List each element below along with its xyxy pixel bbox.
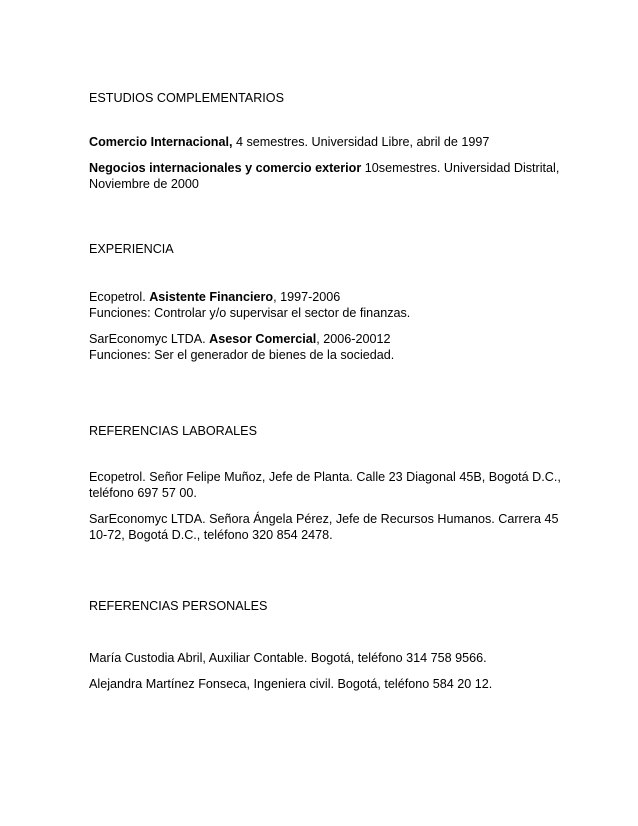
referencia-laboral-item: Ecopetrol. Señor Felipe Muñoz, Jefe de Planta. Calle 23 Diagonal 45B, Bogotá D.C., teléfono 697 57 00.: [89, 470, 561, 500]
estudio-item: [89, 160, 569, 192]
estudio-item: [89, 134, 569, 150]
experiencia-period: , 2006-20012: [316, 332, 391, 346]
experiencia-role: Asesor Comercial: [209, 332, 317, 346]
estudio-title: Comercio Internacional,: [89, 135, 233, 149]
estudio-detail: 4 semestres. Universidad Libre, abril de 1997: [232, 135, 490, 149]
estudio-detail: 10semestres. Universidad Distrital, Noviembre de 2000: [89, 161, 560, 191]
experiencia-role: Asistente Financiero: [149, 290, 274, 304]
experiencia-item: [89, 331, 569, 363]
experiencia-company: Ecopetrol.: [89, 290, 150, 304]
experiencia-line: [89, 331, 569, 347]
section-heading-estudios: ESTUDIOS COMPLEMENTARIOS: [89, 91, 284, 105]
experiencia-item: [89, 289, 569, 321]
estudio-title: Negocios internacionales y comercio exterior: [89, 161, 362, 175]
section-heading-referencias-personales: REFERENCIAS PERSONALES: [89, 599, 268, 613]
section-heading-experiencia: EXPERIENCIA: [89, 242, 174, 256]
referencia-laboral-item: SarEconomyc LTDA. Señora Ángela Pérez, Jefe de Recursos Humanos. Carrera 45 10-72, Bogotá D.C., teléfono 320 854 2478.: [89, 512, 559, 542]
section-heading-referencias-laborales: REFERENCIAS LABORALES: [89, 424, 257, 438]
referencia-personal-item: María Custodia Abril, Auxiliar Contable. Bogotá, teléfono 314 758 9566.: [89, 651, 487, 665]
experiencia-functions: Funciones: Controlar y/o supervisar el sector de finanzas.: [89, 306, 411, 320]
referencia-personal-item: Alejandra Martínez Fonseca, Ingeniera civil. Bogotá, teléfono 584 20 12.: [89, 677, 493, 691]
experiencia-line: [89, 289, 569, 305]
experiencia-company: SarEconomyc LTDA.: [89, 332, 210, 346]
experiencia-functions: Funciones: Ser el generador de bienes de la sociedad.: [89, 348, 395, 362]
experiencia-period: , 1997-2006: [273, 290, 341, 304]
